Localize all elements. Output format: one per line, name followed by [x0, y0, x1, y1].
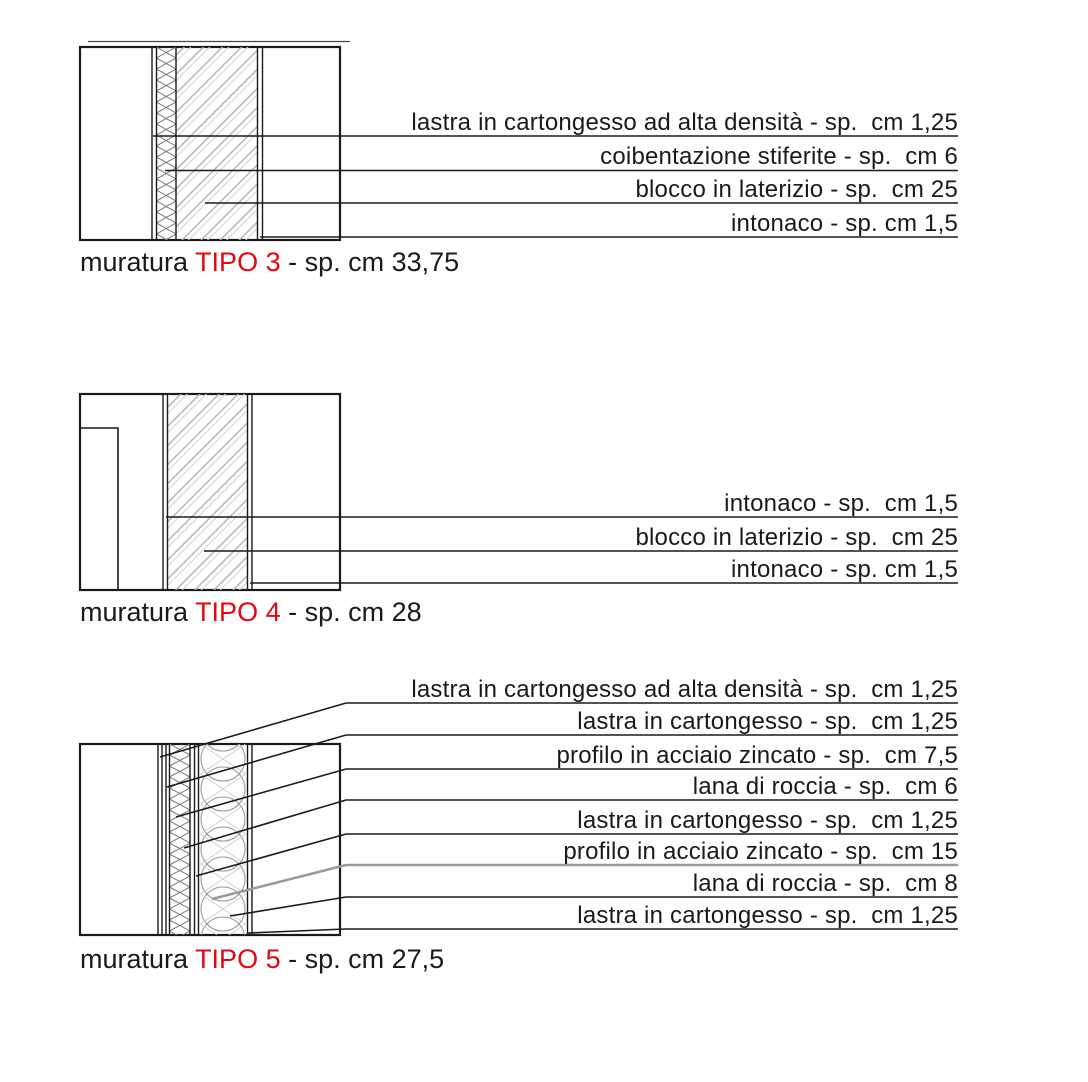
brick-block-band	[176, 47, 258, 240]
layer-label: blocco in laterizio - sp. cm 25	[635, 175, 958, 203]
layer-label: profilo in acciaio zincato - sp. cm 15	[563, 837, 958, 865]
caption-suffix: - sp. cm 27,5	[280, 944, 445, 974]
section-caption	[80, 944, 444, 974]
caption-type-red: TIPO 4	[195, 597, 281, 627]
layer-label: intonaco - sp. cm 1,5	[731, 555, 958, 583]
layer-label: profilo in acciaio zincato - sp. cm 7,5	[556, 741, 958, 769]
caption-suffix: - sp. cm 28	[280, 597, 422, 627]
layer-label: lastra in cartongesso ad alta densità - sp. cm 1,25	[411, 108, 958, 136]
layer-label: intonaco - sp. cm 1,5	[731, 209, 958, 237]
layer-label: intonaco - sp. cm 1,5	[724, 489, 958, 517]
layer-label: lastra in cartongesso - sp. cm 1,25	[577, 901, 958, 929]
layer-label: lana di roccia - sp. cm 8	[692, 869, 958, 897]
layer-label: lastra in cartongesso ad alta densità - sp. cm 1,25	[411, 675, 958, 703]
layer-label: lastra in cartongesso - sp. cm 1,25	[577, 707, 958, 735]
section-caption	[80, 247, 459, 277]
caption-prefix: muratura	[80, 944, 196, 974]
section-caption	[80, 597, 422, 627]
caption-suffix: - sp. cm 33,75	[280, 247, 460, 277]
layer-label: lastra in cartongesso - sp. cm 1,25	[577, 806, 958, 834]
layer-label: lana di roccia - sp. cm 6	[692, 772, 958, 800]
caption-type-red: TIPO 5	[195, 944, 281, 974]
caption-prefix: muratura	[80, 597, 196, 627]
layer-label: blocco in laterizio - sp. cm 25	[635, 523, 958, 551]
caption-type-red: TIPO 3	[195, 247, 281, 277]
layer-label: coibentazione stiferite - sp. cm 6	[600, 143, 958, 170]
brick-block-band	[168, 394, 248, 590]
caption-prefix: muratura	[80, 247, 196, 277]
stiferite-insulation-band	[157, 47, 177, 240]
rock-wool-band-8cm	[199, 744, 248, 935]
rock-wool-band-6cm	[170, 744, 191, 935]
